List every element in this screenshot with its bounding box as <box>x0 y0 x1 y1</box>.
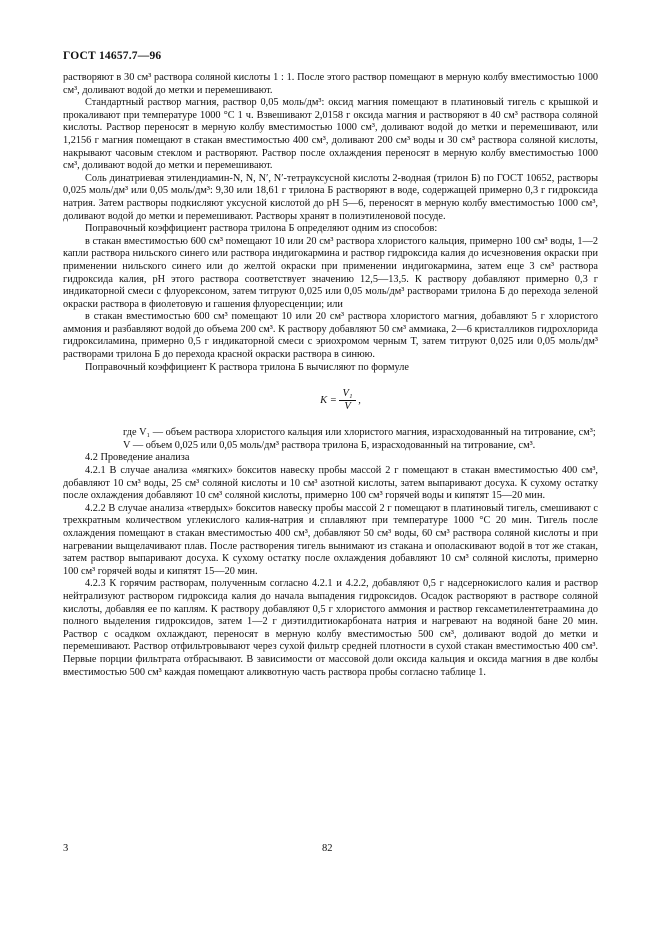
paragraph-method-calcium: в стакан вместимостью 600 см³ помещают 10 или 20 см³ раствора хлористого кальция, примерно 100 см³ воды, 1—2 капли раствора нильского синего или раствора индигокармина и раствор гидроксида калия до исчезновения окраски при применении нильского синего или до желтой окраски при применении индигокармина, затем еще 3 см³ раствора гидроксида калия, pH этого раствора соответствует значению 12,5—13,5. К раствору добавляют примерно 0,3 г индикаторной смеси с флуорексоном, затем титруют 0,025 или 0,05 моль/дм³ растворами трилона Б до перехода зеленой окраски раствора в фиолетовую и гашения флуоресценции; или <box>63 235 598 310</box>
paragraph-continuation: растворяют в 30 см³ раствора соляной кислоты 1 : 1. После этого раствор помещают в мерную колбу вместимостью 1000 см³, доливают водой до метки и перемешивают. <box>63 72 598 96</box>
paragraph-trilon-b: Соль динатриевая этилендиамин-N, N, N′, N′-тетрауксусной кислоты 2-водная (трилон Б) по ГОСТ 10652, растворы 0,025 моль/дм³ или 0,05 моль/дм³: 9,30 или 18,61 г трилона Б растворяют в воде, содержащей примерно 0,3 г гидроксида натрия. Затем растворы подкисляют уксусной кислотой до pH 5—6, переносят в мерную колбу вместимостью 1000 см³, доливают водой до метки и перемешивают. Растворы хранят в полиэтиленовой посуде. <box>63 172 598 222</box>
paragraph-4-2-2: 4.2.2 В случае анализа «твердых» бокситов навеску пробы массой 2 г помещают в платиновый тигель, смешивают с трехкратным количеством углекислого калия-натрия и сплавляют при температуре 1000 °С 20 мин. Тигель после охлаждения помещают в стакан вместимостью 400 см³, добавляют 50 см³ воды, 60 см³ раствора соляной кислоты и при нагревании выщелачивают плав. После растворения тигель вынимают из стакана и ополаскивают водой в тот же стакан, затем раствор выпаривают досуха. К сухому остатку после охлаждения добавляют 10 см³ соляной кислоты, примерно 100 см³ горячей воды и кипятят 15—20 мин. <box>63 502 598 577</box>
paragraph-magnesium-standard: Стандартный раствор магния, раствор 0,05 моль/дм³: оксид магния помещают в платиновый тигель с крышкой и прокаливают при температуре 1000 °С 1 ч. Взвешивают 2,0158 г оксида магния и растворяют в 40 см³ раствора соляной кислоты. Раствор переносят в мерную колбу вместимостью 1000 см³, доливают водой до метки и перемешивают, или 1,2156 г магния помещают в стакан вместимостью 400 см³, доливают 200 см³ воды и 30 см³ раствора соляной кислоты, накрывают часовым стеклом и растворяют. Раствор после охлаждения переносят в мерную колбу вместимостью 1000 см³, доливают водой до метки и перемешивают. <box>63 97 598 172</box>
paragraph-4-2-1: 4.2.1 В случае анализа «мягких» бокситов навеску пробы массой 2 г помещают в стакан вместимостью 400 см³, добавляют 10 см³ воды, 25 см³ соляной кислоты и 10 см³ азотной кислоты, затем выпаривают досуха. К сухому остатку после охлаждения добавляют 10 см³ соляной кислоты, примерно 100 см³ горячей воды и кипятят 15—20 мин. <box>63 465 598 502</box>
formula-denominator: V <box>344 401 351 413</box>
paragraph-method-magnesium: в стакан вместимостью 600 см³ помещают 10 или 20 см³ раствора хлористого магния, добавляют 5 г хлористого аммония и разбавляют водой до объема 200 см³. К раствору добавляют 50 см³ аммиака, 2—6 кристалликов гидрохлорида гидроксиламина, примерно 0,5 г индикаторной смеси с эриохромом черным Т, затем титруют 0,025 или 0,05 моль/дм³ растворами трилона Б до перехода красной окраски раствора в синюю. <box>63 311 598 361</box>
formula-k <box>83 388 598 413</box>
sheet-number: 3 <box>63 843 69 854</box>
formula-numerator: V₁ <box>339 388 355 401</box>
paragraph-4-2-3: 4.2.3 К горячим растворам, полученным согласно 4.2.1 и 4.2.2, добавляют 0,5 г надсернокислого калия и раствор нейтрализуют раствором гидроксида калия до начала выпадения гидроксидов. Осадок растворяют в растворе соляной кислоты, добавляя ее по каплям. К раствору добавляют 0,5 г хлористого аммония и раствор гексаметилентетраамина до полного выделения гидроксидов, затем 1—2 г диэтилдитиокарбоната натрия и нагревают на водяной бане 20 мин. Раствор с осадком охлаждают, переносят в мерную колбу вместимостью 500 см³, доливают водой до метки и перемешивают. Раствор отфильтровывают через сухой фильтр средней плотности в сухой стакан вместимостью 400 см³. Первые порции фильтрата отбрасывают. В зависимости от массовой доли оксида кальция и оксида магния в две колбы вместимостью 500 см³ каждая помещают аликвотную часть раствора пробы согласно таблице 1. <box>63 578 598 678</box>
section-heading-4-2: 4.2 Проведение анализа <box>85 452 190 464</box>
paragraph-correction-methods: Поправочный коэффициент раствора трилона Б определяют одним из способов: <box>85 223 438 235</box>
formula-lhs: К = <box>320 395 337 407</box>
definition-v1: где V₁ — объем раствора хлористого кальция или хлористого магния, израсходованный на титрование, см³; <box>123 427 596 439</box>
standard-header: ГОСТ 14657.7—96 <box>63 50 162 62</box>
document-body <box>63 72 598 679</box>
formula-fraction <box>339 388 355 413</box>
paragraph-formula-intro: Поправочный коэффициент К раствора трилона Б вычисляют по формуле <box>85 361 409 373</box>
page-number: 82 <box>322 843 333 854</box>
formula-tail: , <box>358 395 361 407</box>
definition-v: V — объем 0,025 или 0,05 моль/дм³ раствора трилона Б, израсходованный на титрование, см³. <box>123 439 536 451</box>
